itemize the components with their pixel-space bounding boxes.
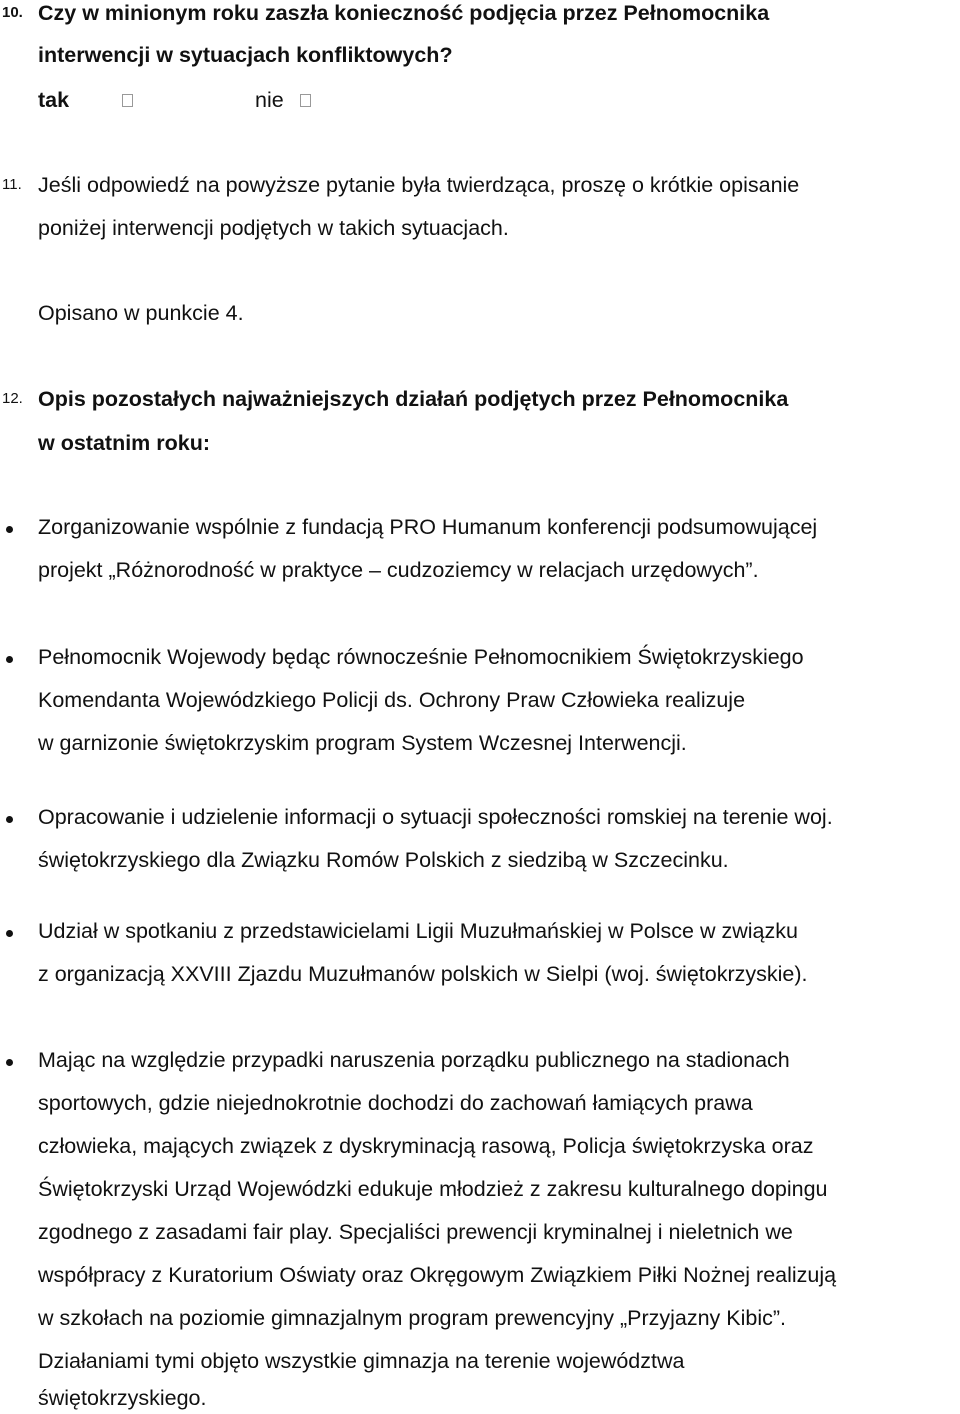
q10-option-yes — [38, 87, 69, 113]
yes-label: tak — [38, 88, 70, 112]
no-label: nie — [255, 88, 284, 112]
bullet-5-line-3: człowieka, mających związek z dyskryminacją rasową, Policja świętokrzyska oraz — [38, 1134, 814, 1158]
bullet-5-line-8: Działaniami tymi objęto wszystkie gimnazja na terenie województwa — [38, 1349, 685, 1373]
bullet-4-line-1: Udział w spotkaniu z przedstawicielami Ligii Muzułmańskiej w Polsce w związku — [38, 919, 798, 943]
bullet-5-line-7: w szkołach na poziomie gimnazjalnym program prewencyjny „Przyjazny Kibic”. — [38, 1306, 786, 1330]
q10-option-no — [255, 87, 284, 113]
q10-number: 10. — [2, 4, 23, 21]
bullet-dot — [6, 656, 13, 663]
yes-checkbox[interactable] — [122, 94, 133, 107]
q11-number: 11. — [2, 176, 22, 193]
bullet-4-line-2: z organizacją XXVIII Zjazdu Muzułmanów polskich w Sielpi (woj. świętokrzyskie). — [38, 962, 808, 986]
bullet-5-line-9: świętokrzyskiego. — [38, 1386, 207, 1410]
bullet-1-line-2: projekt „Różnorodność w praktyce – cudzoziemcy w relacjach urzędowych”. — [38, 558, 759, 582]
bullet-5-line-1: Mając na względzie przypadki naruszenia porządku publicznego na stadionach — [38, 1048, 790, 1072]
bullet-1-line-1: Zorganizowanie wspólnie z fundacją PRO Humanum konferencji podsumowującej — [38, 515, 818, 539]
bullet-5-line-4: Świętokrzyski Urząd Wojewódzki edukuje młodzież z zakresu kulturalnego dopingu — [38, 1177, 828, 1201]
q11-question-line1: Jeśli odpowiedź na powyższe pytanie była twierdząca, proszę o krótkie opisanie — [38, 173, 800, 197]
q12-number: 12. — [2, 390, 23, 407]
bullet-5-line-6: współpracy z Kuratorium Oświaty oraz Okręgowym Związkiem Piłki Nożnej realizują — [38, 1263, 837, 1287]
q12-question-line2: w ostatnim roku: — [38, 431, 211, 455]
q11-question-line2: poniżej interwencji podjętych w takich sytuacjach. — [38, 216, 509, 240]
bullet-2-line-2: Komendanta Wojewódzkiego Policji ds. Ochrony Praw Człowieka realizuje — [38, 688, 746, 712]
bullet-5-line-2: sportowych, gdzie niejednokrotnie dochodzi do zachowań łamiących prawa — [38, 1091, 753, 1115]
bullet-dot — [6, 930, 13, 937]
bullet-5-line-5: zgodnego z zasadami fair play. Specjaliści prewencji kryminalnej i nieletnich we — [38, 1220, 793, 1244]
bullet-2-line-1: Pełnomocnik Wojewody będąc równocześnie Pełnomocnikiem Świętokrzyskiego — [38, 645, 804, 669]
bullet-3-line-1: Opracowanie i udzielenie informacji o sytuacji społeczności romskiej na terenie woj. — [38, 805, 833, 829]
q10-question-text: Czy w minionym roku zaszła konieczność podjęcia przez Pełnomocnika — [38, 1, 770, 25]
bullet-dot — [6, 526, 13, 533]
bullet-dot — [6, 816, 13, 823]
q10-question-line1 — [38, 0, 953, 26]
q12-question-line1: Opis pozostałych najważniejszych działań podjętych przez Pełnomocnika — [38, 387, 789, 411]
no-checkbox[interactable] — [300, 94, 311, 107]
q10-question-line2: interwencji w sytuacjach konfliktowych? — [38, 43, 453, 67]
bullet-3-line-2: świętokrzyskiego dla Związku Romów Polskich z siedzibą w Szczecinku. — [38, 848, 729, 872]
bullet-dot — [6, 1059, 13, 1066]
bullet-2-line-3: w garnizonie świętokrzyskim program System Wczesnej Interwencji. — [38, 731, 687, 755]
q11-answer: Opisano w punkcie 4. — [38, 301, 244, 325]
